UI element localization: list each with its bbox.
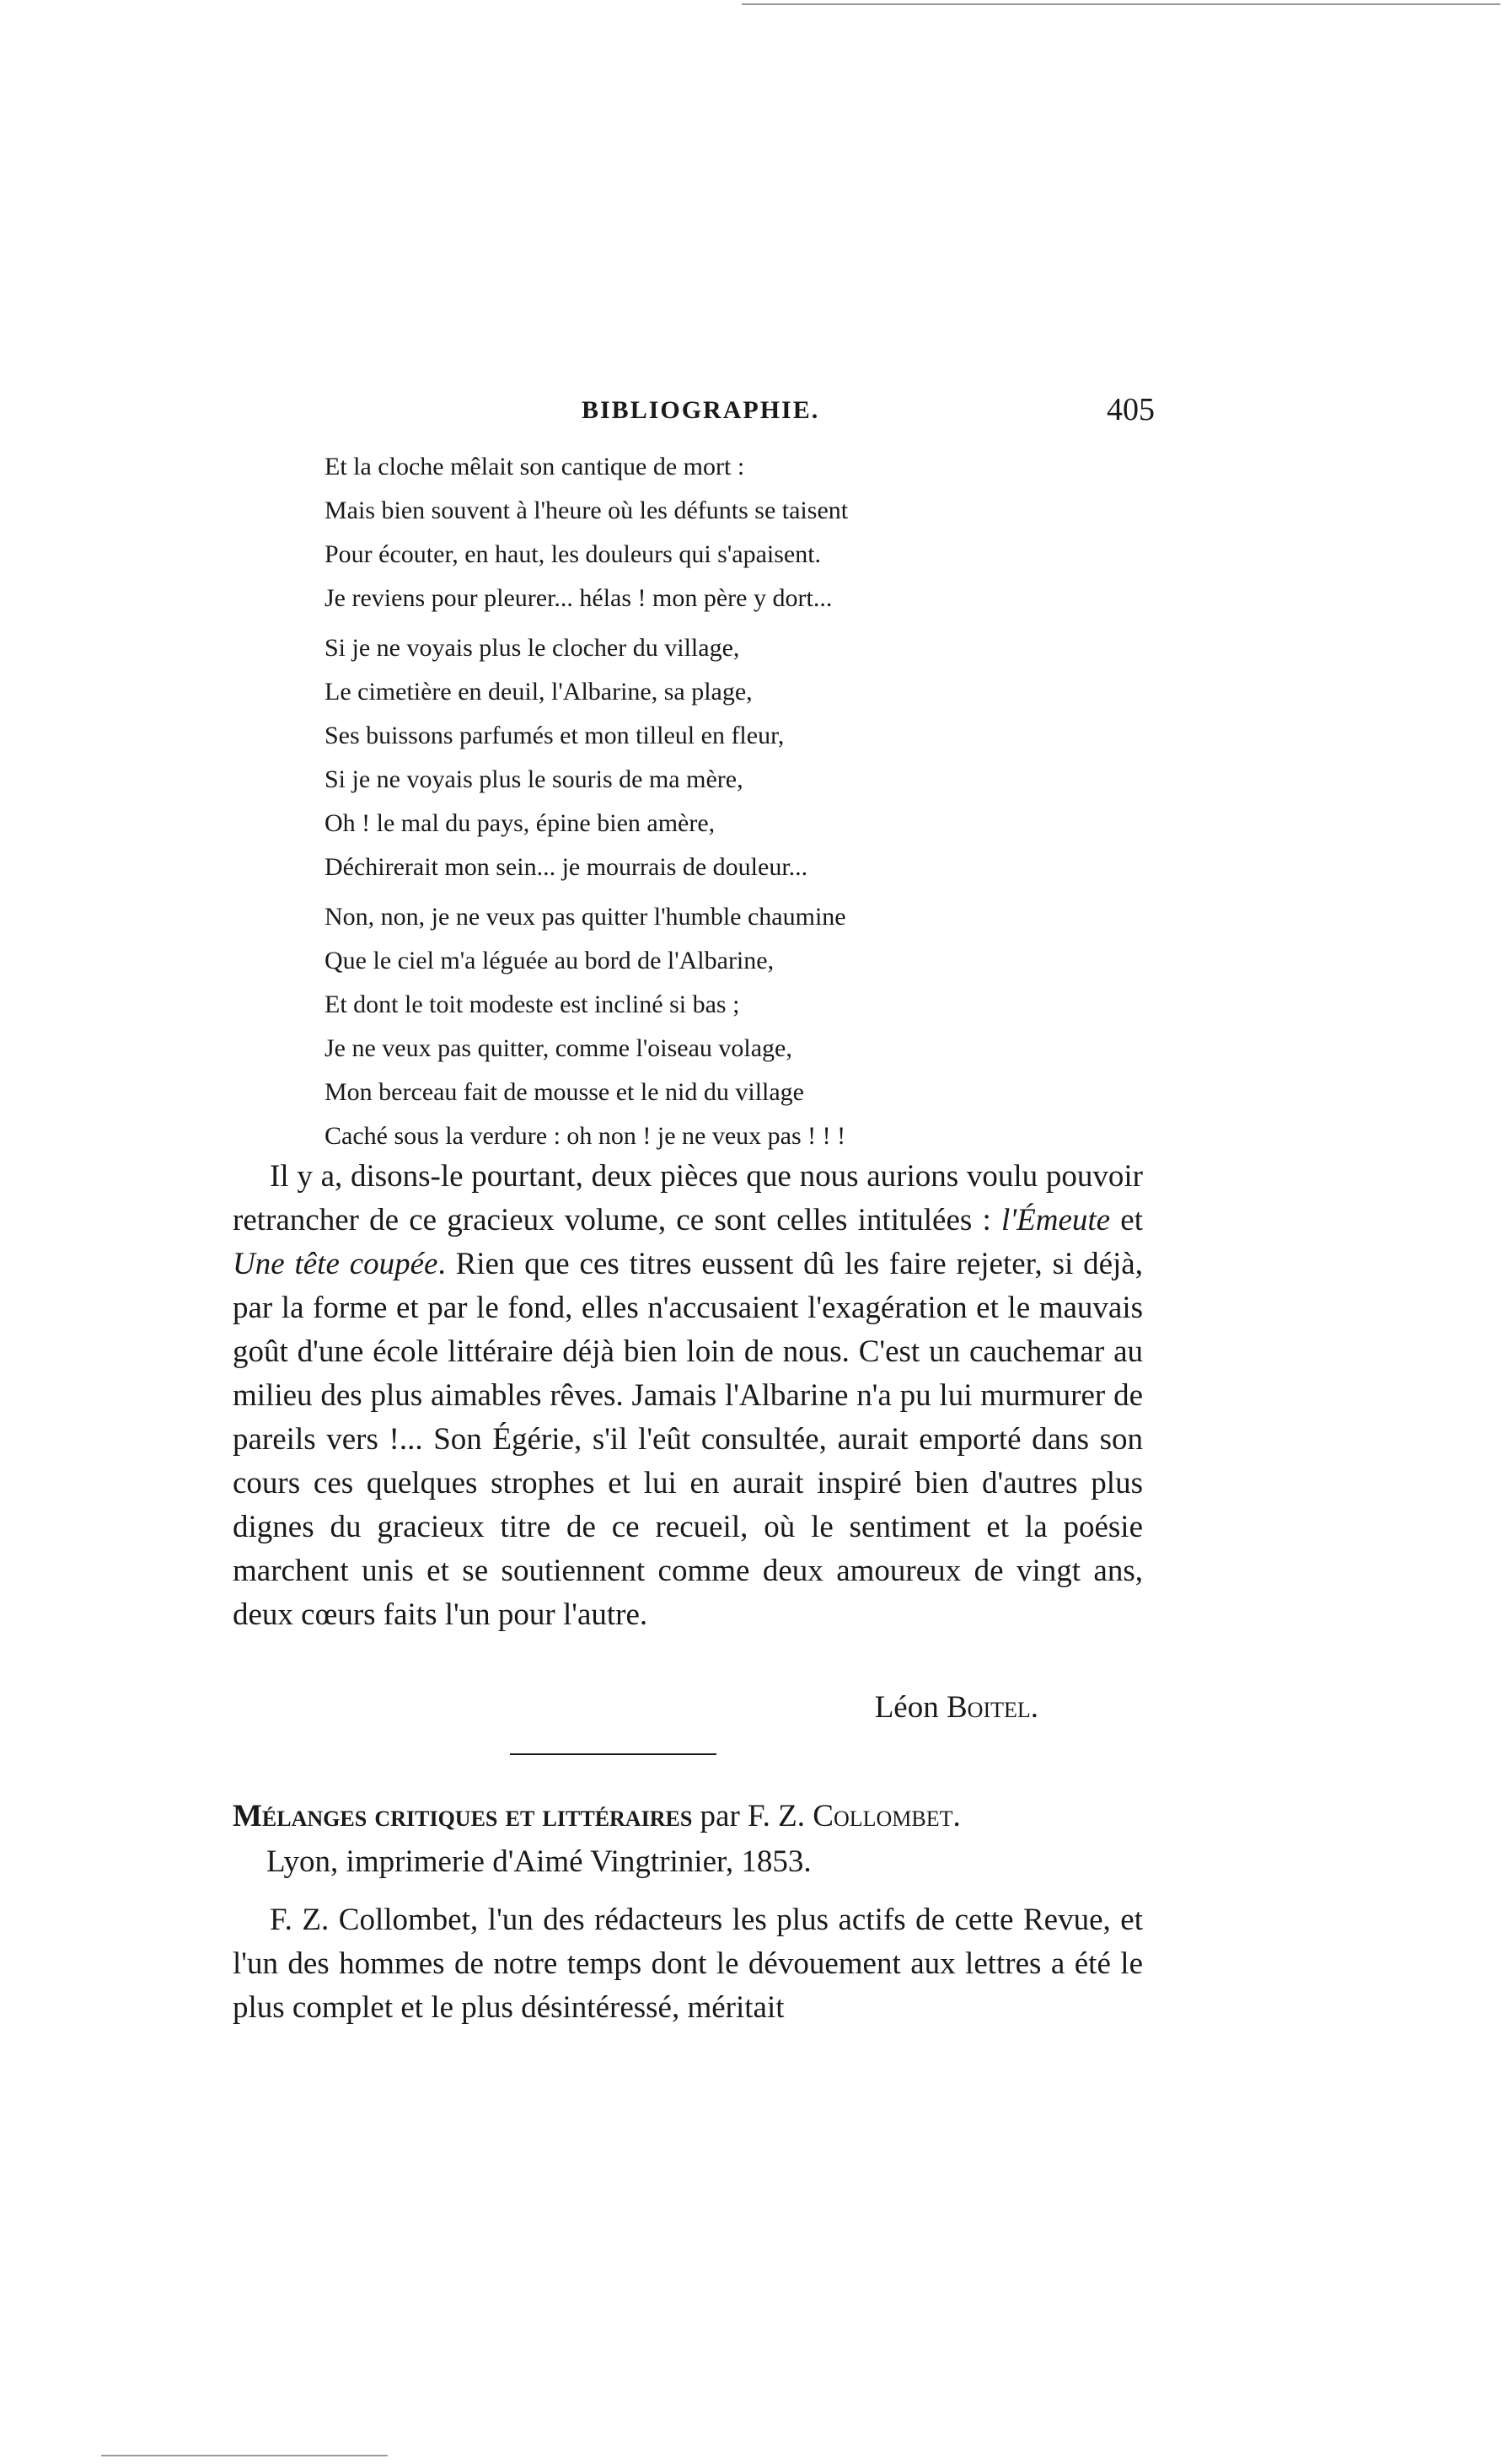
verse-line: Le cimetière en deuil, l'Albarine, sa plage, bbox=[325, 678, 753, 706]
signature-last-name: Boitel bbox=[946, 1690, 1031, 1725]
entry-title-line bbox=[233, 1794, 1143, 1839]
review-text-rest: . Rien que ces titres eussent dû les faire rejeter, si déjà, par la forme et par le fond, elles n'accusaient l'exagération et le mauvais goût d'une école littéraire déjà bien loin de nous. C'est un cauchemar au milieu des plus aimables rêves. Jamais l'Albarine n'a pu lui murmurer de pareils vers !... Son Égérie, s'il l'eût consultée, aurait emporté dans son cours ces quelques strophes et lui en aurait inspiré bien d'autres plus dignes du gracieux titre de ce recueil, où le sentiment et la poésie marchent unis et se soutiennent comme deux amoureux de vingt ans, deux cœurs faits l'un pour l'autre. bbox=[233, 1247, 1143, 1632]
verse-line: Mais bien souvent à l'heure où les défunts se taisent bbox=[325, 497, 849, 524]
review-signature bbox=[875, 1689, 1038, 1726]
running-title: BIBLIOGRAPHIE. bbox=[582, 396, 820, 424]
page-number: 405 bbox=[1107, 392, 1155, 427]
signature-first-name: Léon bbox=[874, 1690, 947, 1725]
verse-line: Et la cloche mêlait son cantique de mort : bbox=[325, 453, 745, 480]
section-divider bbox=[510, 1753, 716, 1755]
verse-line: Oh ! le mal du pays, épine bien amère, bbox=[325, 809, 716, 837]
verse-line: Je reviens pour pleurer... hélas ! mon père y dort... bbox=[325, 584, 833, 612]
work-title-tete-coupee: Une tête coupée bbox=[233, 1247, 438, 1281]
scan-edge-top bbox=[742, 3, 1500, 5]
review-paragraph bbox=[233, 1155, 1143, 1637]
verse-line: Si je ne voyais plus le souris de ma mère, bbox=[325, 765, 743, 793]
work-title-emeute: l'Émeute bbox=[1000, 1203, 1111, 1237]
verse-line: Mon berceau fait de mousse et le nid du village bbox=[325, 1078, 804, 1106]
verse-line: Déchirerait mon sein... je mourrais de douleur... bbox=[325, 853, 808, 881]
verse-line: Caché sous la verdure : oh non ! je ne veux pas ! ! ! bbox=[325, 1122, 846, 1150]
entry-body-paragraph: F. Z. Collombet, l'un des rédacteurs les plus actifs de cette Revue, et l'un des hommes de notre temps dont le dévouement aux lettres a été le plus complet et le plus désintéressé, méritait bbox=[233, 1903, 1143, 2025]
poem-stanza-3 bbox=[325, 895, 1066, 1158]
poem-stanza-1 bbox=[325, 445, 1066, 620]
verse-line: Pour écouter, en haut, les douleurs qui s'apaisent. bbox=[325, 540, 822, 568]
entry-title-period: . bbox=[952, 1799, 961, 1833]
review-text-start: Il y a, disons-le pourtant, deux pièces que nous aurions voulu pouvoir retrancher de ce gracieux volume, ce sont celles intitulées : bbox=[233, 1159, 1143, 1237]
entry-author: Collombet bbox=[813, 1799, 953, 1833]
verse-line: Et dont le toit modeste est incliné si bas ; bbox=[325, 990, 740, 1018]
poem-stanza-2 bbox=[325, 626, 1066, 889]
verse-line: Non, non, je ne veux pas quitter l'humble chaumine bbox=[325, 903, 846, 931]
verse-line: Ses buissons parfumés et mon tilleul en fleur, bbox=[325, 722, 785, 749]
verse-line: Que le ciel m'a léguée au bord de l'Albarine, bbox=[325, 947, 775, 974]
signature-period: . bbox=[1030, 1690, 1038, 1725]
entry-book-title: Mélanges critiques et littéraires bbox=[233, 1799, 693, 1833]
scan-edge-bottom bbox=[101, 2455, 388, 2456]
bibliography-entry-heading bbox=[233, 1794, 1143, 1885]
verse-line: Si je ne voyais plus le clocher du village, bbox=[325, 634, 740, 662]
verse-line: Je ne veux pas quitter, comme l'oiseau volage, bbox=[325, 1034, 792, 1062]
review-text-and: et bbox=[1110, 1203, 1143, 1237]
entry-by: par F. Z. bbox=[692, 1799, 813, 1833]
entry-imprint: Lyon, imprimerie d'Aimé Vingtrinier, 1853. bbox=[266, 1844, 812, 1879]
page-header bbox=[582, 392, 1155, 438]
